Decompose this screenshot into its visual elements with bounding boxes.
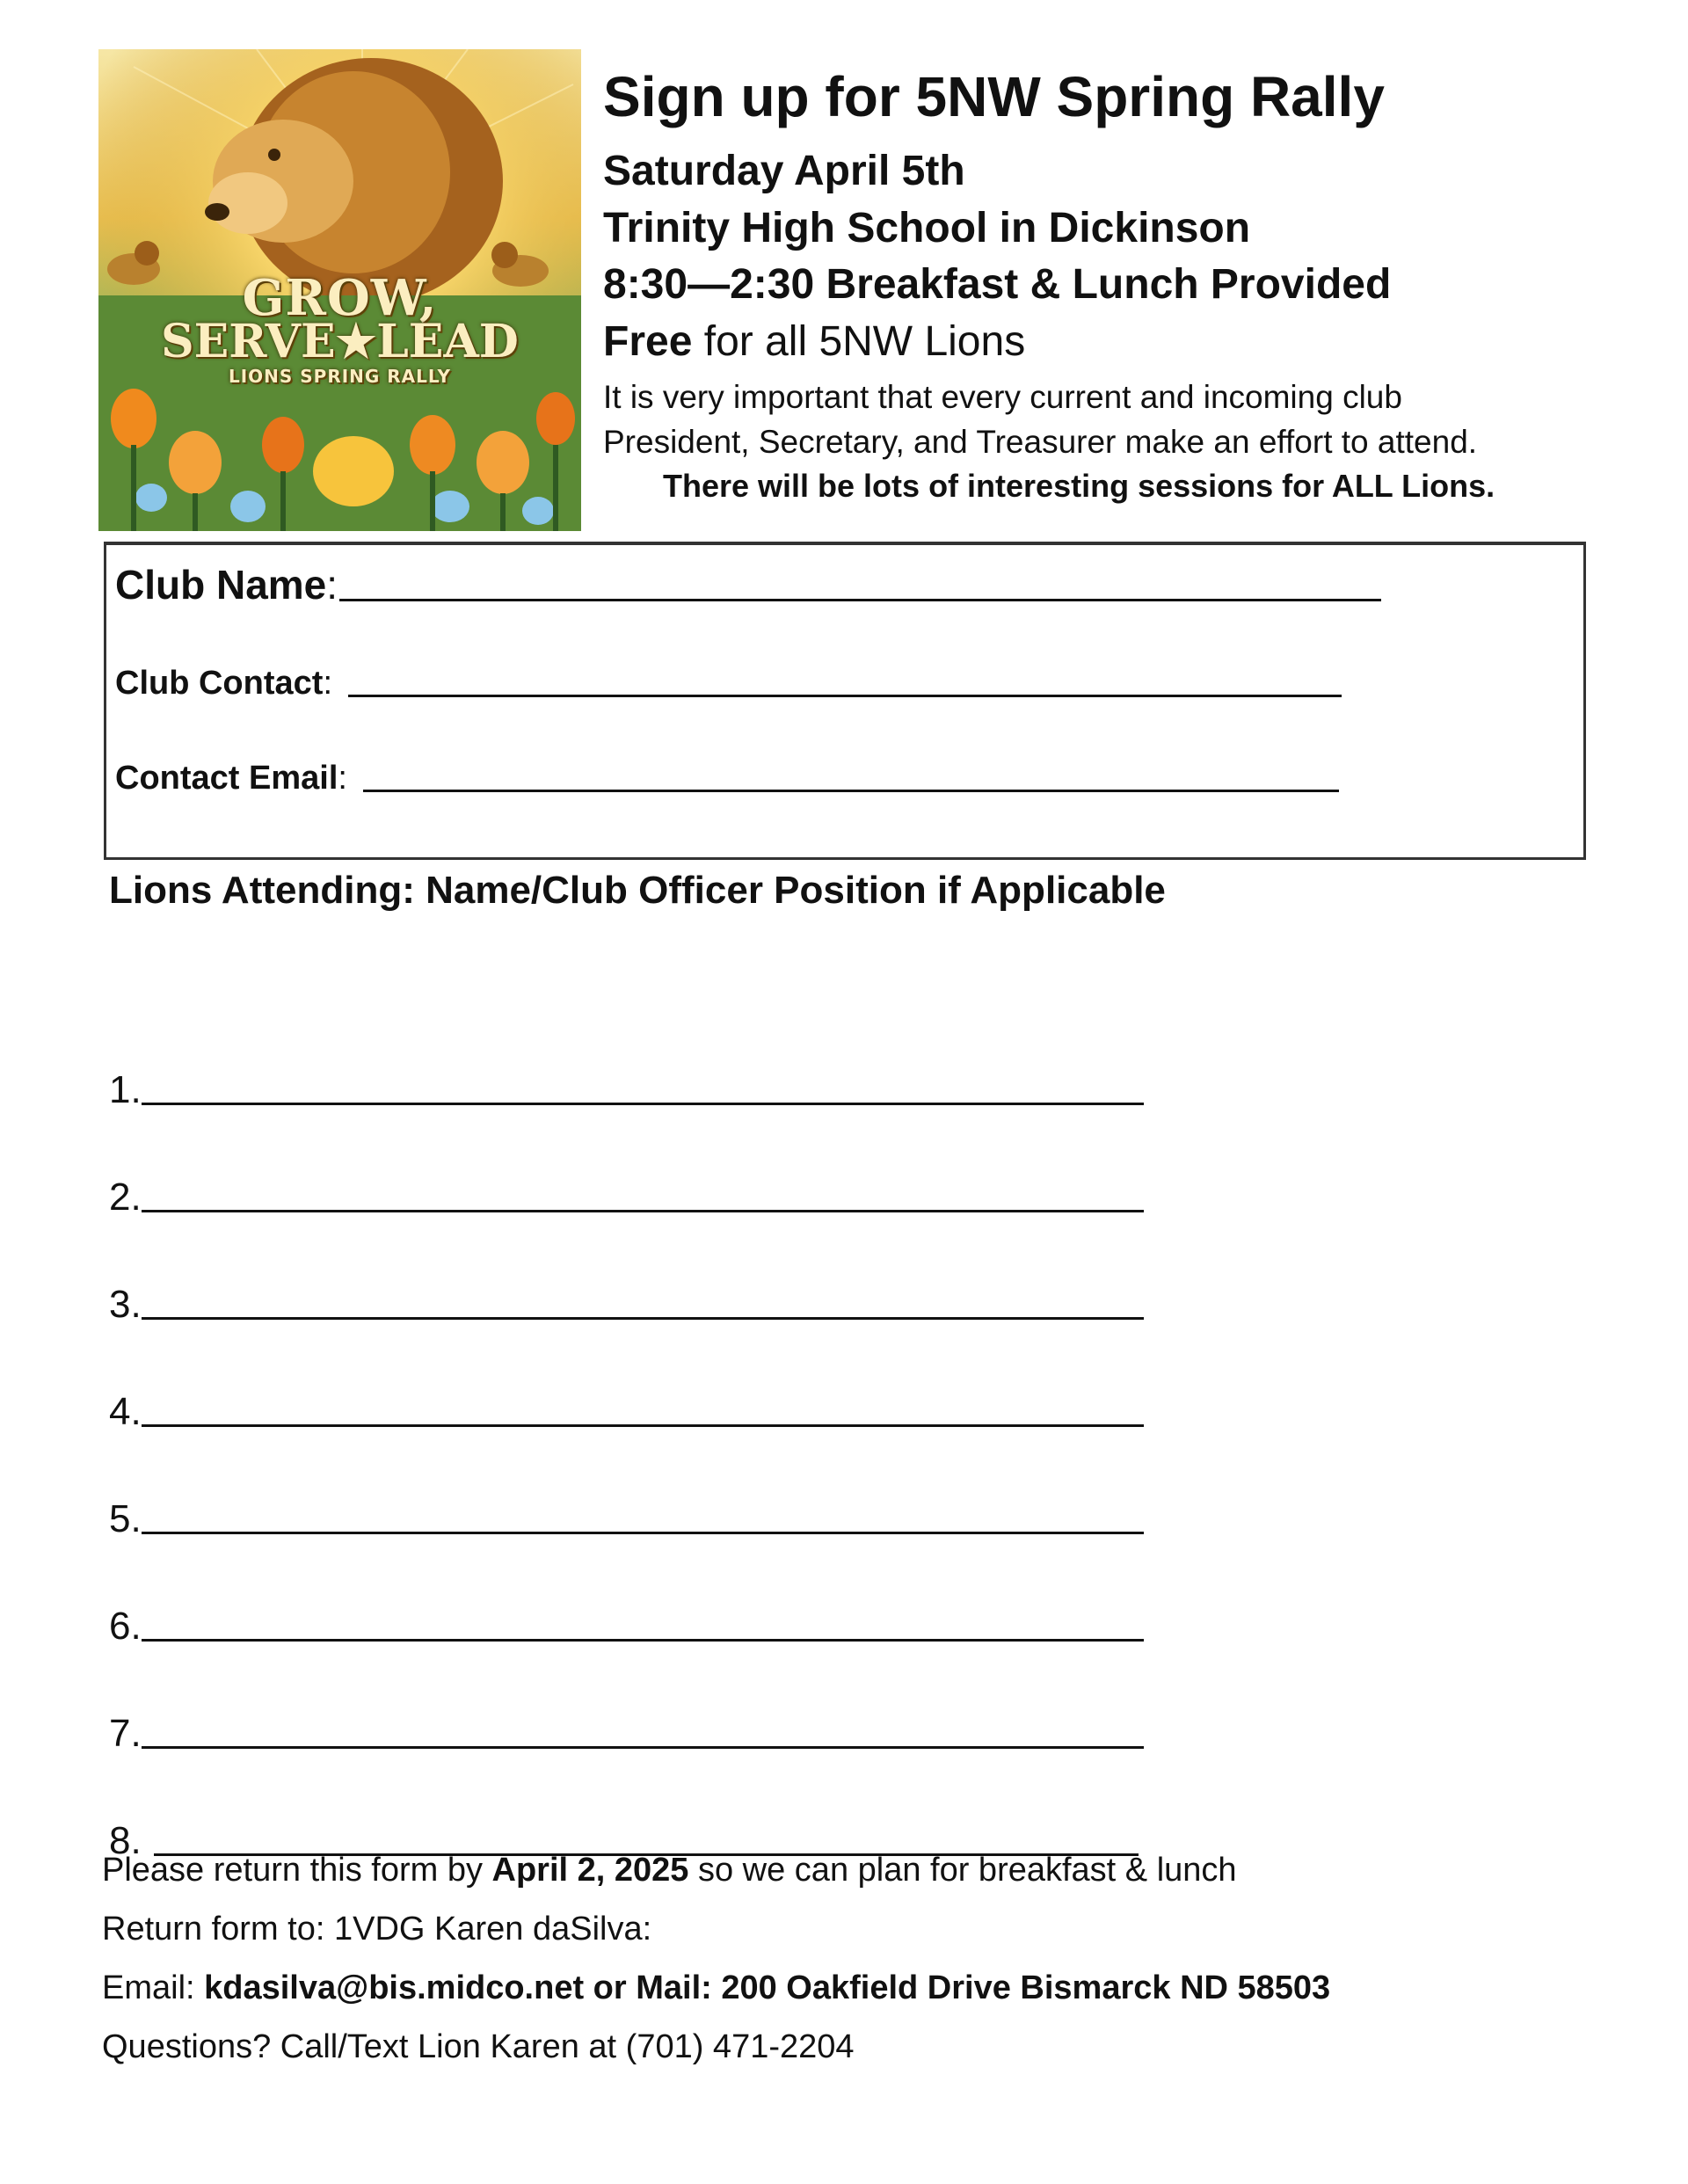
attendee-row-5[interactable] <box>109 1434 1144 1541</box>
importance-note-line1: It is very important that every current and incoming club <box>603 378 1402 415</box>
event-header <box>603 63 1597 507</box>
return-deadline: Please return this form by April 2, 2025 so we can plan for breakfast & lunch <box>102 1852 1237 1889</box>
contact-email-input-line[interactable] <box>363 790 1339 792</box>
return-date: April 2, 2025 <box>491 1852 689 1889</box>
club-name-label: Club Name: <box>115 562 338 608</box>
importance-note-line2: President, Secretary, and Treasurer make an effort to attend. <box>603 424 1478 461</box>
attendee-input-line[interactable] <box>142 1424 1144 1427</box>
event-cost <box>603 314 1597 371</box>
club-contact-input-line[interactable] <box>348 695 1342 697</box>
event-date: Saturday April 5th <box>603 147 965 194</box>
club-info-box <box>104 542 1586 860</box>
contact-email-mail: Email: kdasilva@bis.midco.net or Mail: 200 Oakfield Drive Bismarck ND 58503 <box>102 1969 1331 2006</box>
email-mail-details: kdasilva@bis.midco.net or Mail: 200 Oakfield Drive Bismarck ND 58503 <box>204 1969 1331 2006</box>
club-contact-label: Club Contact: <box>115 665 332 702</box>
attendee-number: 6. <box>109 1605 142 1648</box>
club-name-field[interactable] <box>115 561 1381 608</box>
return-instructions <box>102 1841 1330 2077</box>
poster-text-serve-lead: SERVE★LEAD <box>161 315 519 368</box>
attendee-number: 1. <box>109 1068 142 1111</box>
contact-email-label: Contact Email: <box>115 760 347 797</box>
attendee-input-line[interactable] <box>142 1317 1144 1320</box>
page-title: Sign up for 5NW Spring Rally <box>603 65 1385 128</box>
attendee-row-3[interactable] <box>109 1219 1144 1327</box>
sessions-note: There will be lots of interesting sessions for ALL Lions. <box>663 468 1495 505</box>
attendee-list <box>109 1005 1144 1863</box>
attendee-input-line[interactable] <box>142 1210 1144 1212</box>
event-time: 8:30—2:30 Breakfast & Lunch Provided <box>603 261 1392 309</box>
questions-contact: Questions? Call/Text Lion Karen at (701) 471-2204 <box>102 2028 855 2065</box>
attendee-input-line[interactable] <box>142 1746 1144 1749</box>
event-location: Trinity High School in Dickinson <box>603 204 1251 251</box>
poster-text-subtitle: LIONS SPRING RALLY <box>228 366 452 387</box>
return-to: Return form to: 1VDG Karen daSilva: <box>102 1911 652 1947</box>
club-name-input-line[interactable] <box>339 599 1381 601</box>
attendee-number: 7. <box>109 1712 142 1755</box>
club-contact-field[interactable] <box>115 665 1342 703</box>
attendee-row-7[interactable] <box>109 1649 1144 1756</box>
attendee-row-6[interactable] <box>109 1541 1144 1649</box>
attendee-row-1[interactable] <box>109 1005 1144 1112</box>
attendee-number: 2. <box>109 1176 142 1219</box>
attendee-row-4[interactable] <box>109 1327 1144 1434</box>
contact-email-field[interactable] <box>115 760 1339 797</box>
attendee-number: 5. <box>109 1497 142 1540</box>
attendee-row-2[interactable] <box>109 1112 1144 1219</box>
attendee-number: 8. <box>109 1819 142 1862</box>
attending-heading: Lions Attending: Name/Club Officer Position if Applicable <box>109 869 1166 912</box>
free-rest-text: for all 5NW Lions <box>692 318 1026 366</box>
free-bold-text: Free <box>603 318 693 366</box>
attendee-input-line[interactable] <box>142 1639 1144 1642</box>
attendee-number: 3. <box>109 1283 142 1326</box>
rally-poster-image <box>98 49 581 531</box>
poster-text-grow: GROW, <box>242 269 438 327</box>
attendee-number: 4. <box>109 1390 142 1433</box>
attendee-input-line[interactable] <box>142 1103 1144 1105</box>
attendee-input-line[interactable] <box>142 1532 1144 1534</box>
